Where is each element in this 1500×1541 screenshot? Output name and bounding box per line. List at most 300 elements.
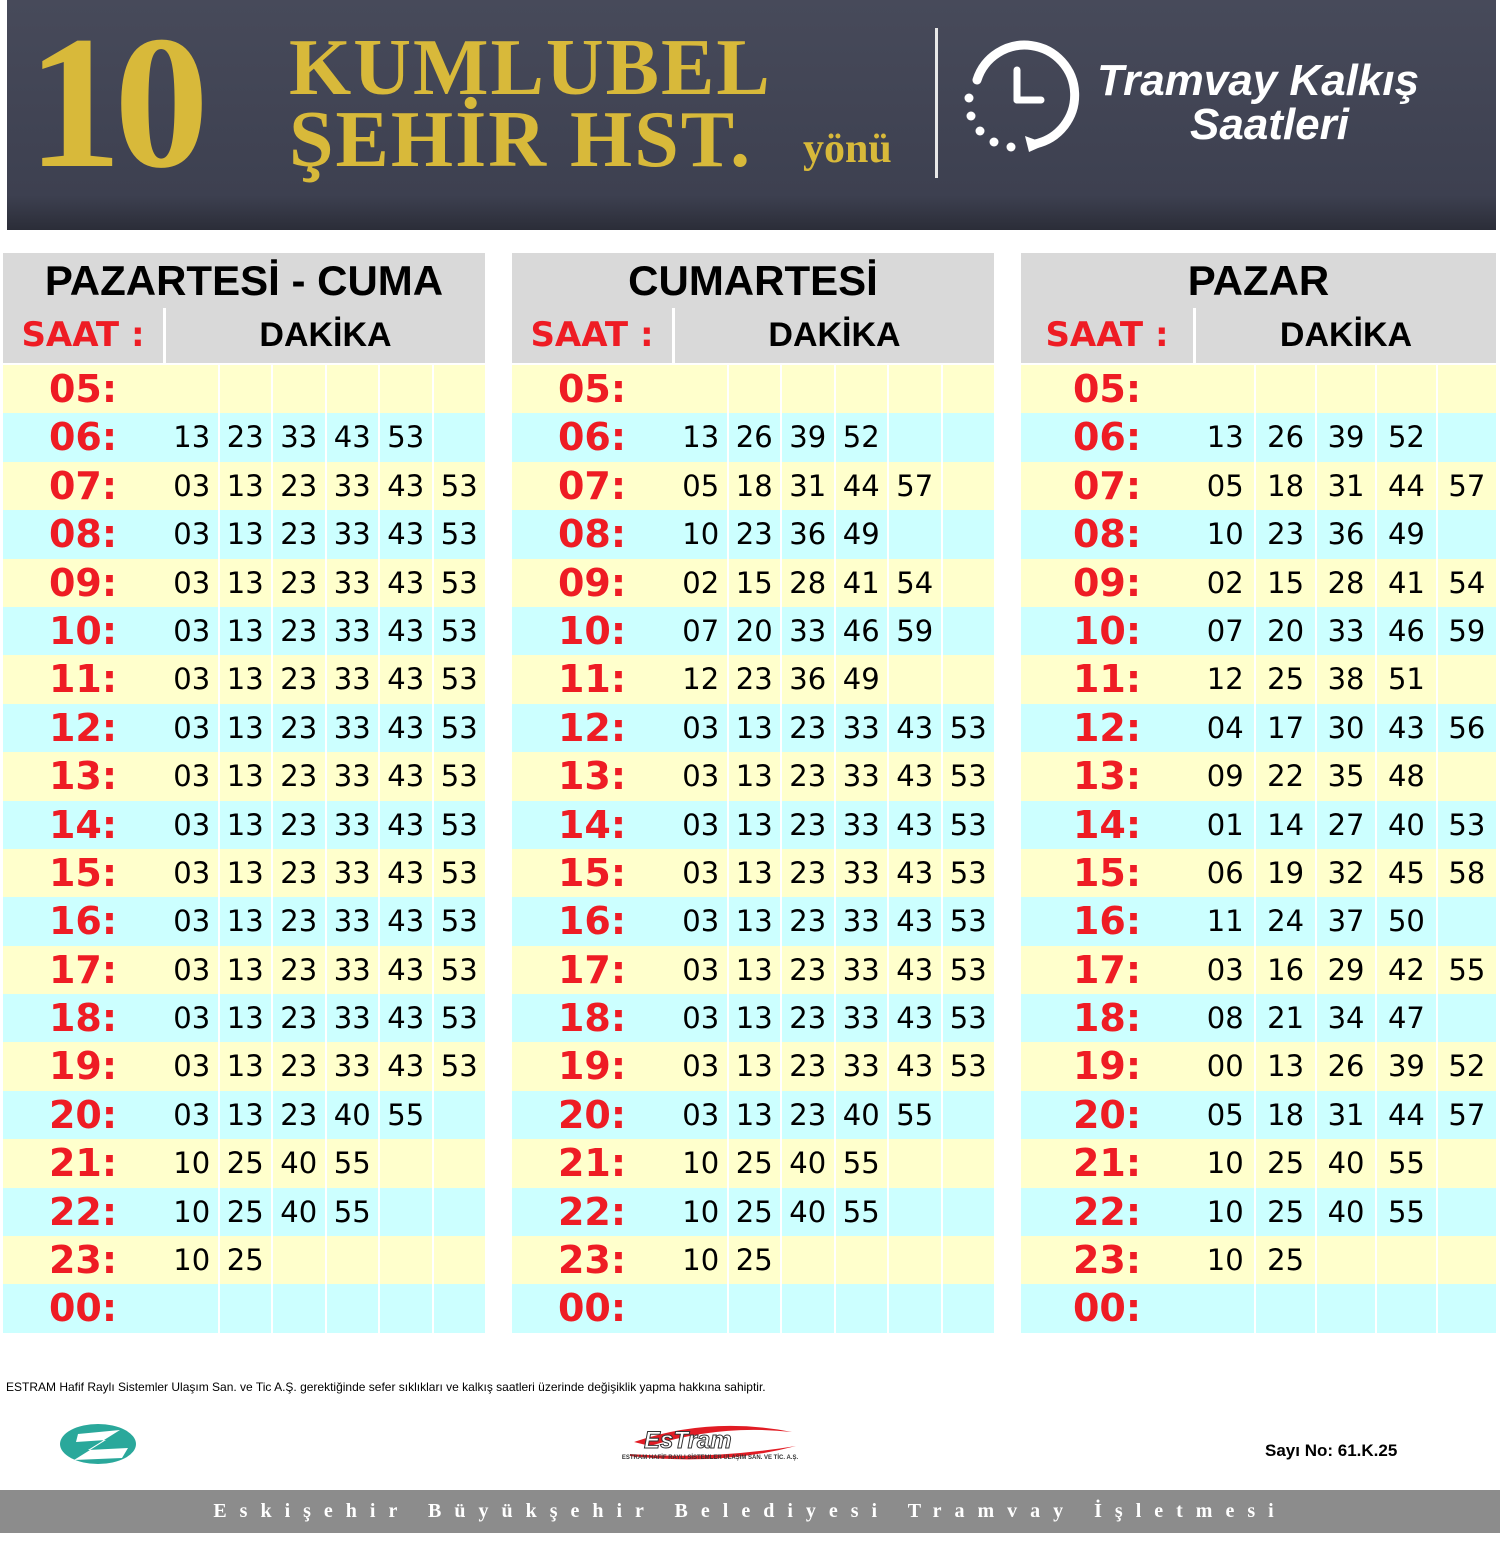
minute-cells xyxy=(1196,897,1496,945)
estram-logo xyxy=(620,1420,800,1476)
minute-cell xyxy=(166,365,218,413)
minute-cell: 08 xyxy=(1206,1001,1244,1036)
schedule-row xyxy=(1021,752,1496,800)
hour-label: 13: xyxy=(48,754,118,799)
minute-cells xyxy=(1196,1236,1496,1284)
minute-cell: 00 xyxy=(1206,1049,1244,1084)
minute-cell: 55 xyxy=(325,1139,379,1187)
schedule-row xyxy=(3,1091,485,1139)
minute-cell: 26 xyxy=(1254,413,1314,461)
hour-label: 10: xyxy=(1072,608,1142,653)
minute-cell xyxy=(166,1284,218,1332)
schedule-row xyxy=(3,752,485,800)
minute-cells xyxy=(675,946,994,994)
schedule-row xyxy=(1021,607,1496,655)
schedule-row xyxy=(512,1236,994,1284)
minute-cell: 03 xyxy=(173,662,211,697)
minute-cell: 03 xyxy=(173,1001,211,1036)
schedule-row xyxy=(512,607,994,655)
minute-cell xyxy=(834,1236,888,1284)
minute-cell xyxy=(1315,1236,1375,1284)
hour-label: 17: xyxy=(557,947,627,992)
hour-label: 21: xyxy=(557,1141,627,1186)
minute-cell: 36 xyxy=(780,655,834,703)
minute-cells xyxy=(675,559,994,607)
minute-cell: 05 xyxy=(682,468,720,503)
minute-cell: 33 xyxy=(1315,607,1375,655)
minute-cell: 38 xyxy=(1315,655,1375,703)
minute-cell: 33 xyxy=(834,849,888,897)
minute-cell: 33 xyxy=(834,752,888,800)
hour-label: 23: xyxy=(1072,1238,1142,1283)
minute-cell: 13 xyxy=(727,704,781,752)
schedule-rows xyxy=(3,365,485,1333)
minute-cell: 40 xyxy=(1315,1139,1375,1187)
minute-cell: 40 xyxy=(780,1139,834,1187)
schedule-row xyxy=(1021,559,1496,607)
minute-cell: 10 xyxy=(1206,1243,1244,1278)
minute-cell: 33 xyxy=(325,994,379,1042)
minute-cell: 43 xyxy=(887,704,941,752)
minute-cell xyxy=(432,365,486,413)
hour-label: 13: xyxy=(557,754,627,799)
minute-cell: 12 xyxy=(1206,662,1244,697)
minute-cell: 28 xyxy=(1315,559,1375,607)
minute-cell: 13 xyxy=(218,897,272,945)
minute-cell: 13 xyxy=(218,559,272,607)
hour-label: 11: xyxy=(557,657,627,702)
minute-cell: 33 xyxy=(325,752,379,800)
minute-cell: 13 xyxy=(727,1042,781,1090)
hour-label: 11: xyxy=(48,657,118,702)
minute-cell: 23 xyxy=(727,655,781,703)
minute-cell: 03 xyxy=(173,807,211,842)
schedule-row xyxy=(3,946,485,994)
hour-label: 19: xyxy=(1072,1044,1142,1089)
minute-cell xyxy=(675,1284,727,1332)
minute-cell: 13 xyxy=(218,462,272,510)
schedule-panel-sunday xyxy=(1021,253,1496,1333)
minute-cells xyxy=(1196,704,1496,752)
schedule-row xyxy=(3,607,485,655)
minute-cell: 03 xyxy=(173,759,211,794)
minute-cell: 43 xyxy=(378,752,432,800)
minute-cell: 25 xyxy=(218,1236,272,1284)
minute-cell: 53 xyxy=(941,752,995,800)
minute-cell: 25 xyxy=(727,1188,781,1236)
minute-cell: 20 xyxy=(727,607,781,655)
minute-cell: 43 xyxy=(887,752,941,800)
panel-column-header xyxy=(512,308,994,363)
minute-cell: 13 xyxy=(218,752,272,800)
schedule-row xyxy=(1021,510,1496,558)
minute-cells xyxy=(1196,994,1496,1042)
minute-cell: 33 xyxy=(834,704,888,752)
hour-label: 10: xyxy=(557,608,627,653)
minute-cell xyxy=(780,365,834,413)
minute-cell xyxy=(1436,655,1496,703)
minute-cell xyxy=(432,1284,486,1332)
minute-cell: 23 xyxy=(780,1042,834,1090)
minute-cell xyxy=(887,1236,941,1284)
minute-cell xyxy=(1315,1284,1375,1332)
minute-cell: 03 xyxy=(173,613,211,648)
minute-cell: 13 xyxy=(218,607,272,655)
minute-cells xyxy=(1196,849,1496,897)
minute-cells xyxy=(166,413,485,461)
minute-cell: 33 xyxy=(325,655,379,703)
dakika-label: DAKİKA xyxy=(166,308,485,363)
minute-cell: 26 xyxy=(727,413,781,461)
minute-cell: 10 xyxy=(173,1243,211,1278)
minute-cell: 13 xyxy=(1206,420,1244,455)
minute-cell: 03 xyxy=(173,855,211,890)
minute-cell: 23 xyxy=(271,752,325,800)
minute-cell xyxy=(432,1188,486,1236)
minute-cells xyxy=(166,1091,485,1139)
minute-cell: 03 xyxy=(173,952,211,987)
schedule-panel-weekday xyxy=(3,253,485,1333)
minute-cells xyxy=(675,801,994,849)
schedule-row xyxy=(512,655,994,703)
minute-cell: 55 xyxy=(834,1139,888,1187)
minute-cell: 55 xyxy=(1375,1139,1435,1187)
minute-cell: 10 xyxy=(173,1146,211,1181)
minute-cell xyxy=(941,1188,995,1236)
minute-cell: 43 xyxy=(378,510,432,558)
minute-cell: 23 xyxy=(271,704,325,752)
minute-cell xyxy=(218,1284,272,1332)
minute-cell: 11 xyxy=(1206,904,1244,939)
minute-cell: 43 xyxy=(378,559,432,607)
minute-cell: 23 xyxy=(780,897,834,945)
minute-cell: 43 xyxy=(887,994,941,1042)
minute-cell xyxy=(727,1284,781,1332)
minute-cell: 23 xyxy=(780,994,834,1042)
schedule-row xyxy=(3,1042,485,1090)
minute-cell: 53 xyxy=(941,849,995,897)
header-title-line1: Tramvay Kalkış xyxy=(1097,56,1420,105)
minute-cell: 49 xyxy=(1375,510,1435,558)
minute-cell: 03 xyxy=(173,904,211,939)
minute-cell: 21 xyxy=(1254,994,1314,1042)
minute-cell: 43 xyxy=(325,413,379,461)
dakika-label: DAKİKA xyxy=(1196,308,1496,363)
schedule-row xyxy=(1021,994,1496,1042)
saat-label: SAAT : xyxy=(3,308,163,363)
schedule-row xyxy=(1021,365,1496,413)
minute-cells xyxy=(166,946,485,994)
minute-cells xyxy=(166,994,485,1042)
minute-cell: 28 xyxy=(780,559,834,607)
minute-cell: 23 xyxy=(271,849,325,897)
minute-cell xyxy=(325,1236,379,1284)
minute-cell xyxy=(834,365,888,413)
minute-cells xyxy=(1196,752,1496,800)
minute-cell: 03 xyxy=(682,807,720,842)
schedule-row xyxy=(1021,1042,1496,1090)
minute-cell: 01 xyxy=(1206,807,1244,842)
minute-cells xyxy=(166,655,485,703)
minute-cell: 33 xyxy=(271,413,325,461)
minute-cell: 33 xyxy=(325,946,379,994)
minute-cells xyxy=(1196,655,1496,703)
minute-cell: 31 xyxy=(1315,1091,1375,1139)
minute-cell: 23 xyxy=(727,510,781,558)
minute-cell: 13 xyxy=(218,655,272,703)
minute-cell: 40 xyxy=(1315,1188,1375,1236)
minute-cell: 15 xyxy=(727,559,781,607)
schedule-row xyxy=(512,510,994,558)
minute-cell: 53 xyxy=(941,994,995,1042)
minute-cells xyxy=(166,607,485,655)
minute-cell: 33 xyxy=(325,462,379,510)
minute-cell: 25 xyxy=(1254,1188,1314,1236)
minute-cell: 13 xyxy=(727,1091,781,1139)
hour-label: 21: xyxy=(48,1141,118,1186)
dakika-label: DAKİKA xyxy=(675,308,994,363)
hour-label: 22: xyxy=(557,1189,627,1234)
schedule-row xyxy=(512,849,994,897)
minute-cells xyxy=(1196,1091,1496,1139)
minute-cells xyxy=(166,801,485,849)
minute-cell xyxy=(1436,365,1496,413)
minute-cells xyxy=(675,1139,994,1187)
minute-cell: 39 xyxy=(1315,413,1375,461)
hour-label: 19: xyxy=(48,1044,118,1089)
minute-cell: 44 xyxy=(1375,462,1435,510)
header-title-line2: Saatleri xyxy=(1190,100,1349,149)
minute-cell xyxy=(780,1236,834,1284)
minute-cells xyxy=(166,462,485,510)
schedule-row xyxy=(1021,1091,1496,1139)
minute-cell xyxy=(887,655,941,703)
panel-title: PAZAR xyxy=(1021,253,1496,308)
minute-cell: 10 xyxy=(173,1194,211,1229)
minute-cell xyxy=(1254,365,1314,413)
minute-cells xyxy=(1196,365,1496,413)
hour-label: 19: xyxy=(557,1044,627,1089)
hour-label: 20: xyxy=(1072,1092,1142,1137)
hour-label: 06: xyxy=(1072,415,1142,460)
minute-cell xyxy=(271,1284,325,1332)
minute-cell: 53 xyxy=(432,1042,486,1090)
minute-cell: 13 xyxy=(727,801,781,849)
minute-cell: 23 xyxy=(271,559,325,607)
minute-cell: 06 xyxy=(1206,855,1244,890)
minute-cells xyxy=(1196,801,1496,849)
minute-cell: 18 xyxy=(1254,1091,1314,1139)
minute-cell xyxy=(941,1284,995,1332)
minute-cell xyxy=(727,365,781,413)
hour-label: 15: xyxy=(557,850,627,895)
schedule-row xyxy=(3,1188,485,1236)
minute-cell: 49 xyxy=(834,510,888,558)
hour-label: 13: xyxy=(1072,754,1142,799)
minute-cell: 27 xyxy=(1315,801,1375,849)
minute-cell xyxy=(1315,365,1375,413)
minute-cell: 39 xyxy=(780,413,834,461)
minute-cell: 53 xyxy=(378,413,432,461)
schedule-row xyxy=(3,704,485,752)
schedule-row xyxy=(3,994,485,1042)
bottom-banner-text: Eskişehir Büyükşehir Belediyesi Tramvay İşletmesi xyxy=(213,1500,1287,1522)
schedule-row xyxy=(512,994,994,1042)
schedule-row xyxy=(1021,462,1496,510)
schedule-row xyxy=(1021,897,1496,945)
minute-cells xyxy=(1196,607,1496,655)
hour-label: 00: xyxy=(1072,1286,1142,1331)
minute-cell: 13 xyxy=(218,994,272,1042)
clock-arrow-icon xyxy=(955,40,1087,152)
minute-cell: 23 xyxy=(780,1091,834,1139)
minute-cell: 07 xyxy=(1206,613,1244,648)
minute-cell: 53 xyxy=(432,946,486,994)
minute-cell: 02 xyxy=(682,565,720,600)
minute-cell: 53 xyxy=(432,559,486,607)
minute-cell: 54 xyxy=(1436,559,1496,607)
minute-cell: 03 xyxy=(682,952,720,987)
minute-cell: 59 xyxy=(887,607,941,655)
minute-cell: 53 xyxy=(432,607,486,655)
minute-cell: 23 xyxy=(271,897,325,945)
schedule-row xyxy=(512,801,994,849)
minute-cell xyxy=(1436,1236,1496,1284)
minute-cell: 55 xyxy=(325,1188,379,1236)
minute-cell: 03 xyxy=(682,855,720,890)
minute-cells xyxy=(675,1236,994,1284)
minute-cell: 50 xyxy=(1375,897,1435,945)
minute-cell: 37 xyxy=(1315,897,1375,945)
minute-cell: 31 xyxy=(780,462,834,510)
minute-cell: 25 xyxy=(1254,1236,1314,1284)
minute-cell xyxy=(378,1139,432,1187)
minute-cells xyxy=(166,559,485,607)
minute-cell: 55 xyxy=(1436,946,1496,994)
schedule-row xyxy=(3,510,485,558)
minute-cell: 42 xyxy=(1375,946,1435,994)
minute-cell: 36 xyxy=(780,510,834,558)
minute-cell xyxy=(1436,1284,1496,1332)
hour-label: 20: xyxy=(48,1092,118,1137)
minute-cell: 54 xyxy=(887,559,941,607)
minute-cell: 13 xyxy=(218,1091,272,1139)
minute-cells xyxy=(675,1091,994,1139)
minute-cells xyxy=(1196,559,1496,607)
minute-cell: 23 xyxy=(1254,510,1314,558)
hour-label: 07: xyxy=(1072,463,1142,508)
schedule-row xyxy=(1021,1236,1496,1284)
hour-label: 15: xyxy=(48,850,118,895)
header-banner xyxy=(7,0,1496,230)
minute-cell: 53 xyxy=(941,801,995,849)
minute-cell: 49 xyxy=(834,655,888,703)
minute-cell xyxy=(1196,365,1254,413)
minute-cell xyxy=(378,1284,432,1332)
minute-cell: 13 xyxy=(727,897,781,945)
hour-label: 12: xyxy=(557,705,627,750)
minute-cells xyxy=(1196,1284,1496,1332)
minute-cell: 25 xyxy=(1254,655,1314,703)
schedule-row xyxy=(3,462,485,510)
route-destination-line2: ŞEHİR HST. xyxy=(289,96,753,184)
hour-label: 14: xyxy=(1072,802,1142,847)
document-number: Sayı No: 61.K.25 xyxy=(1265,1441,1398,1460)
minute-cells xyxy=(675,849,994,897)
hour-label: 08: xyxy=(557,512,627,557)
minute-cells xyxy=(166,365,485,413)
minute-cell: 55 xyxy=(1375,1188,1435,1236)
minute-cell: 59 xyxy=(1436,607,1496,655)
minute-cell: 44 xyxy=(834,462,888,510)
schedule-row xyxy=(512,462,994,510)
minute-cell: 03 xyxy=(682,1049,720,1084)
minute-cells xyxy=(166,1188,485,1236)
hour-label: 14: xyxy=(557,802,627,847)
hour-label: 08: xyxy=(1072,512,1142,557)
minute-cells xyxy=(1196,1139,1496,1187)
minute-cell: 53 xyxy=(432,510,486,558)
minute-cell: 53 xyxy=(432,462,486,510)
minute-cells xyxy=(675,1188,994,1236)
minute-cell: 13 xyxy=(727,994,781,1042)
schedule-row xyxy=(3,559,485,607)
minute-cell xyxy=(834,1284,888,1332)
minute-cell: 23 xyxy=(780,704,834,752)
minute-cell: 53 xyxy=(941,1042,995,1090)
hour-label: 00: xyxy=(48,1286,118,1331)
minute-cell xyxy=(325,1284,379,1332)
minute-cell: 15 xyxy=(1254,559,1314,607)
hour-label: 23: xyxy=(48,1238,118,1283)
minute-cell: 10 xyxy=(682,1146,720,1181)
minute-cells xyxy=(1196,946,1496,994)
minute-cells xyxy=(675,607,994,655)
minute-cell: 55 xyxy=(834,1188,888,1236)
minute-cell: 53 xyxy=(432,704,486,752)
schedule-row xyxy=(512,1139,994,1187)
hour-label: 07: xyxy=(557,463,627,508)
minute-cell xyxy=(887,1284,941,1332)
minute-cell: 36 xyxy=(1315,510,1375,558)
minute-cell: 23 xyxy=(271,946,325,994)
hour-label: 06: xyxy=(557,415,627,460)
hour-label: 05: xyxy=(48,367,118,411)
minute-cell: 56 xyxy=(1436,704,1496,752)
minute-cell xyxy=(1196,1284,1254,1332)
minute-cell xyxy=(675,365,727,413)
minute-cell: 46 xyxy=(1375,607,1435,655)
minute-cell: 25 xyxy=(1254,1139,1314,1187)
panel-title: PAZARTESİ - CUMA xyxy=(3,253,485,308)
minute-cell: 16 xyxy=(1254,946,1314,994)
minute-cell: 03 xyxy=(682,1097,720,1132)
minute-cell: 43 xyxy=(887,946,941,994)
minute-cell xyxy=(941,413,995,461)
minute-cells xyxy=(1196,510,1496,558)
minute-cell: 02 xyxy=(1206,565,1244,600)
minute-cell: 13 xyxy=(682,420,720,455)
minute-cell xyxy=(432,1236,486,1284)
hour-label: 00: xyxy=(557,1286,627,1331)
minute-cell: 20 xyxy=(1254,607,1314,655)
minute-cell xyxy=(941,1091,995,1139)
minute-cell: 03 xyxy=(173,1097,211,1132)
minute-cell: 18 xyxy=(1254,462,1314,510)
minute-cell: 40 xyxy=(834,1091,888,1139)
hour-label: 07: xyxy=(48,463,118,508)
minute-cell: 32 xyxy=(1315,849,1375,897)
